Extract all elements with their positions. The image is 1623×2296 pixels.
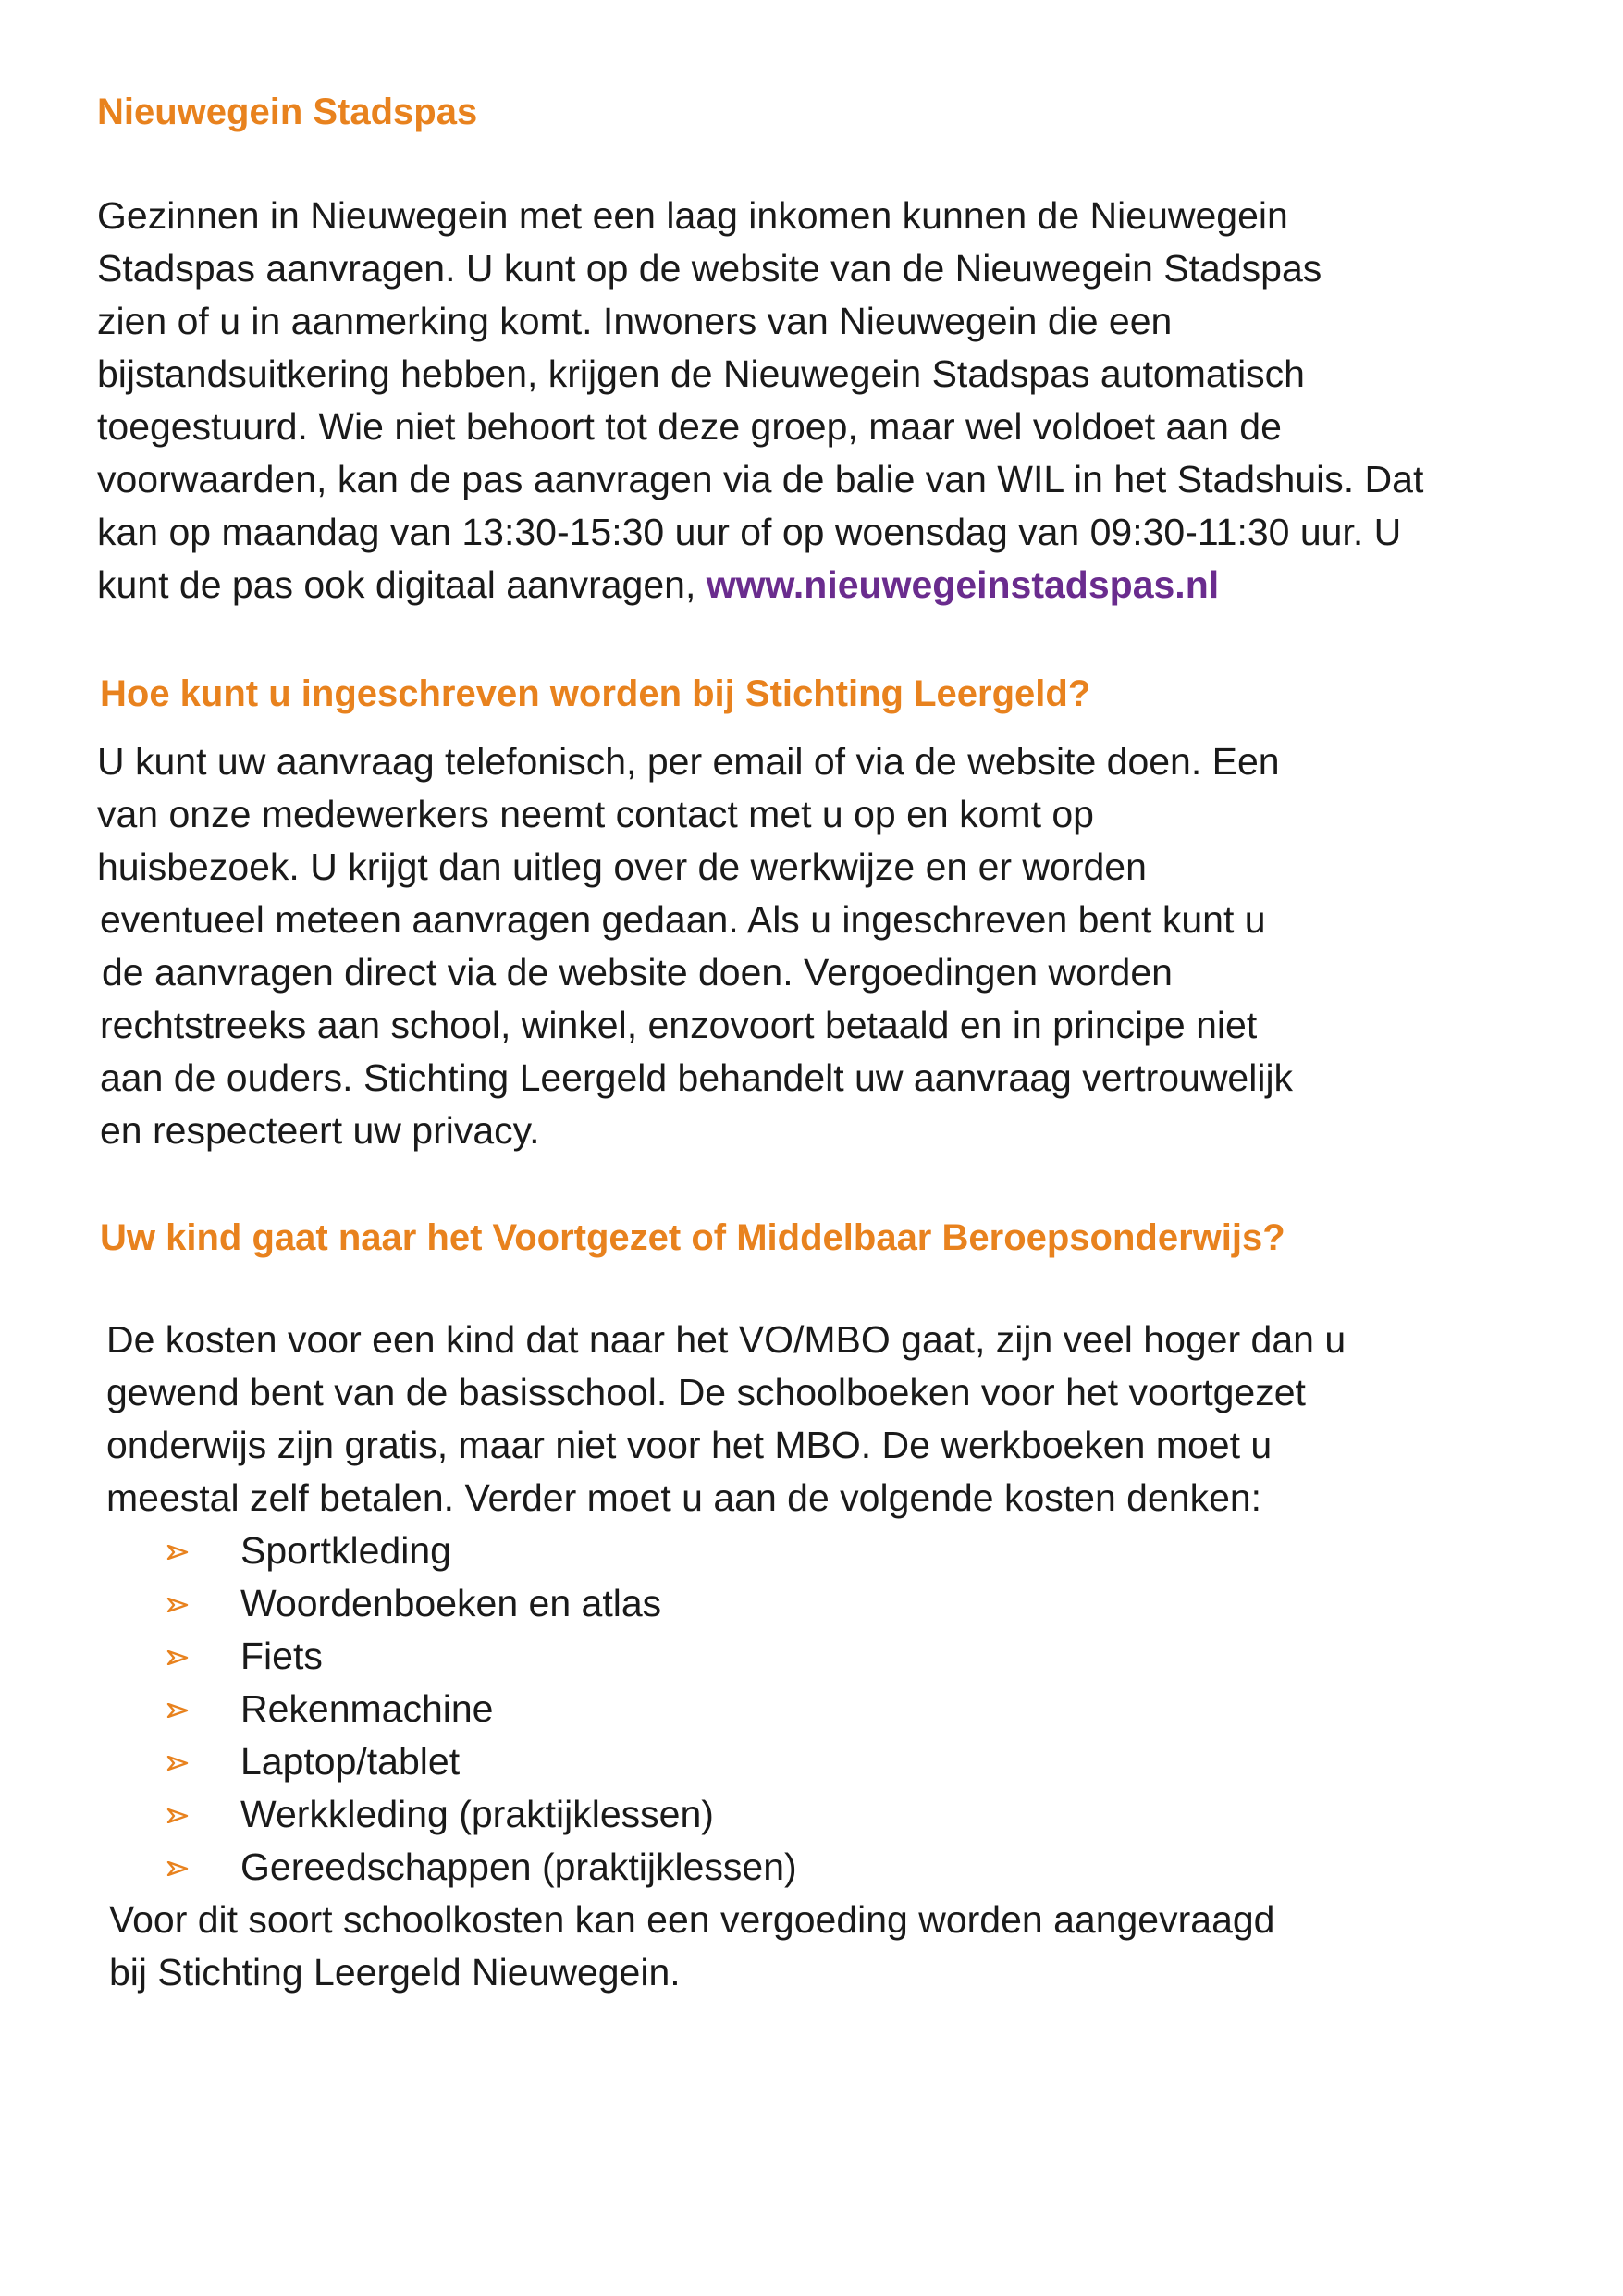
paragraph-line: toegestuurd. Wie niet behoort tot deze groep, maar wel voldoet aan de [97, 405, 1282, 448]
list-item-label: Rekenmachine [240, 1687, 494, 1730]
paragraph-line: kan op maandag van 13:30-15:30 uur of op woensdag van 09:30-11:30 uur. U [97, 511, 1402, 553]
heading-vo-mbo: Uw kind gaat naar het Voortgezet of Middelbaar Beroepsonderwijs? [100, 1217, 1285, 1258]
paragraph-line: U kunt uw aanvraag telefonisch, per email of via de website doen. Een [97, 740, 1280, 783]
paragraph-line: Stadspas aanvragen. U kunt op de website van de Nieuwegein Stadspas [97, 247, 1322, 290]
heading-stadspas: Nieuwegein Stadspas [97, 92, 478, 132]
paragraph-line: en respecteert uw privacy. [100, 1109, 540, 1152]
paragraph-line: zien of u in aanmerking komt. Inwoners van Nieuwegein die een [97, 300, 1173, 342]
paragraph-line: meestal zelf betalen. Verder moet u aan de volgende kosten denken: [106, 1476, 1262, 1519]
list-item-label: Gereedschappen (praktijklessen) [240, 1845, 797, 1888]
paragraph-line: bijstandsuitkering hebben, krijgen de Nieuwegein Stadspas automatisch [97, 352, 1305, 395]
list-item-label: Werkkleding (praktijklessen) [240, 1793, 714, 1835]
paragraph-line: onderwijs zijn gratis, maar niet voor het MBO. De werkboeken moet u [106, 1424, 1273, 1466]
paragraph-line: eventueel meteen aanvragen gedaan. Als u ingeschreven bent kunt u [100, 898, 1266, 941]
paragraph-line: aan de ouders. Stichting Leergeld behandelt uw aanvraag vertrouwelijk [100, 1056, 1294, 1099]
paragraph-line: gewend bent van de basisschool. De schoolboeken voor het voortgezet [106, 1371, 1306, 1413]
list-item-label: Fiets [240, 1635, 323, 1677]
paragraph-line: rechtstreeks aan school, winkel, enzovoort betaald en in principe niet [100, 1004, 1258, 1046]
paragraph-text: kunt de pas ook digitaal aanvragen, [97, 563, 707, 606]
list-item-label: Woordenboeken en atlas [240, 1582, 662, 1624]
paragraph-line: voorwaarden, kan de pas aanvragen via de balie van WIL in het Stadshuis. Dat [97, 458, 1424, 500]
paragraph-line: huisbezoek. U krijgt dan uitleg over de werkwijze en er worden [97, 846, 1147, 888]
paragraph-line: van onze medewerkers neemt contact met u op en komt op [97, 793, 1094, 835]
paragraph-line: de aanvragen direct via de website doen. Vergoedingen worden [102, 951, 1173, 994]
paragraph-line: bij Stichting Leergeld Nieuwegein. [109, 1951, 681, 1994]
paragraph-line: Gezinnen in Nieuwegein met een laag inkomen kunnen de Nieuwegein [97, 194, 1288, 237]
list-item-label: Sportkleding [240, 1529, 451, 1572]
paragraph-line-with-link [97, 559, 1219, 611]
paragraph-line: De kosten voor een kind dat naar het VO/MBO gaat, zijn veel hoger dan u [106, 1318, 1346, 1361]
heading-leergeld-registration: Hoe kunt u ingeschreven worden bij Stichting Leergeld? [100, 673, 1091, 714]
paragraph-line: Voor dit soort schoolkosten kan een vergoeding worden aangevraagd [109, 1898, 1275, 1941]
list-item-label: Laptop/tablet [240, 1740, 461, 1783]
stadspas-website-link[interactable]: www.nieuwegeinstadspas.nl [706, 563, 1220, 606]
